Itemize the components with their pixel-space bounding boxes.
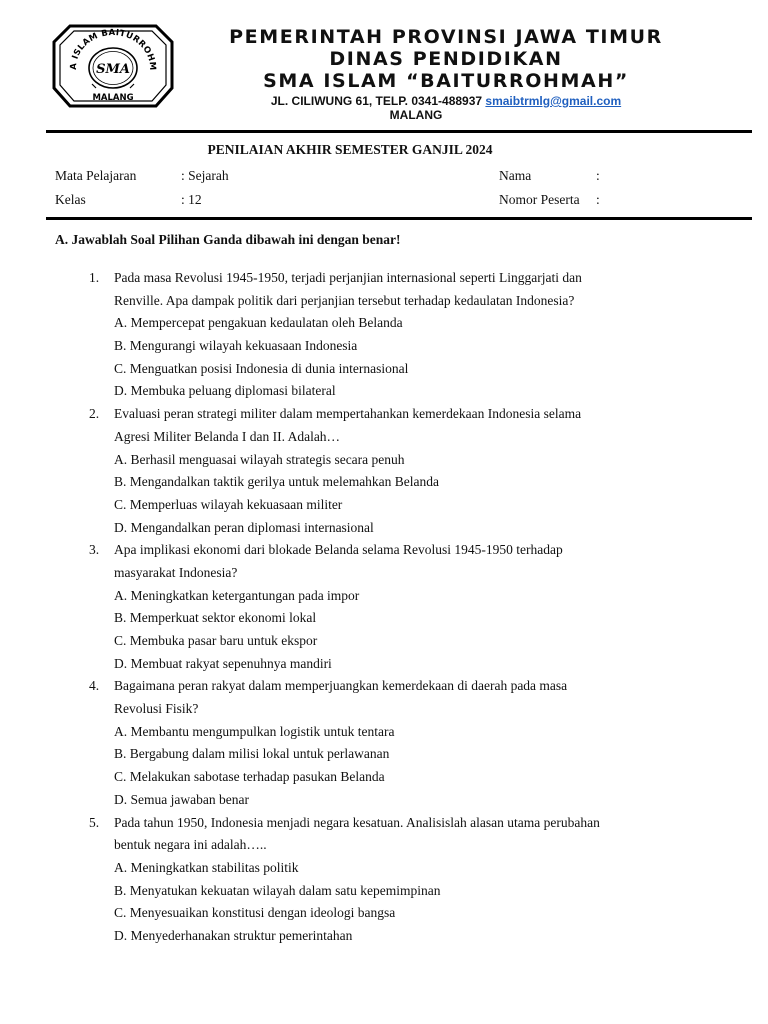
answer-option[interactable] [0, 380, 768, 403]
answer-option[interactable] [0, 517, 768, 540]
answer-option[interactable] [0, 857, 768, 880]
question-line [0, 290, 768, 313]
question-number: 1. [89, 270, 100, 285]
answer-option-text: A. Meningkatkan stabilitas politik [114, 859, 299, 875]
question-line [0, 562, 768, 585]
question-text: masyarakat Indonesia? [114, 564, 238, 580]
answer-option-text: A. Meningkatkan ketergantungan pada impor [114, 587, 360, 603]
answer-option[interactable] [0, 312, 768, 335]
answer-option[interactable] [0, 789, 768, 812]
question-line [0, 812, 768, 835]
school-logo [50, 18, 176, 112]
question-text: Revolusi Fisik? [114, 701, 199, 717]
question-number: 2. [89, 406, 100, 422]
question-text: bentuk negara ini adalah….. [114, 837, 267, 853]
answer-option[interactable] [0, 449, 768, 472]
question-text: Pada masa Revolusi 1945-1950, terjadi perjanjian internasional seperti Linggarjati dan [114, 270, 582, 285]
question-number: 5. [89, 814, 100, 830]
answer-option[interactable] [0, 494, 768, 517]
participant-number-value: : [596, 192, 600, 207]
answer-option[interactable] [0, 743, 768, 766]
subject-value: : Sejarah [181, 168, 229, 183]
exam-title: PENILAIAN AKHIR SEMESTER GANJIL 2024 [207, 142, 493, 157]
answer-option[interactable] [0, 880, 768, 903]
question-line [0, 675, 768, 698]
question-text: Bagaimana peran rakyat dalam memperjuangkan kemerdekaan di daerah pada masa [114, 678, 568, 694]
answer-option-text: C. Membuka pasar baru untuk ekspor [114, 633, 318, 648]
question-text: Pada tahun 1950, Indonesia menjadi negara kesatuan. Analisislah alasan utama perubahan [114, 814, 600, 830]
answer-option-text: D. Membuka peluang diplomasi bilateral [114, 383, 336, 399]
question-line [0, 403, 768, 426]
subject-label: Mata Pelajaran [55, 168, 137, 183]
answer-option-text: D. Mengandalkan peran diplomasi internasional [114, 519, 374, 535]
answer-option-text: D. Membuat rakyat sepenuhnya mandiri [114, 655, 332, 671]
answer-option[interactable] [0, 358, 768, 381]
question-line [0, 539, 768, 562]
answer-option-text: B. Menyatukan kekuatan wilayah dalam satu kepemimpinan [114, 882, 441, 898]
answer-option[interactable] [0, 653, 768, 676]
logo-ring-top-text: A ISLAM BAITURROHM [68, 27, 158, 71]
answer-option[interactable] [0, 721, 768, 744]
info-divider [46, 217, 752, 220]
class-label: Kelas [55, 192, 86, 207]
letterhead-province: PEMERINTAH PROVINSI JAWA TIMUR [229, 26, 663, 48]
answer-option-text: C. Menyesuaikan konstitusi dengan ideologi bangsa [114, 905, 396, 921]
participant-number-label: Nomor Peserta [499, 192, 580, 207]
section-heading: A. Jawablah Soal Pilihan Ganda dibawah ini dengan benar! [55, 232, 401, 247]
question-list [0, 267, 768, 948]
student-name-value: : [596, 168, 600, 183]
answer-option-text: C. Memperluas wilayah kekuasaan militer [114, 496, 343, 512]
answer-option-text: A. Berhasil menguasai wilayah strategis secara penuh [114, 451, 405, 467]
letterhead-address-line [186, 94, 706, 108]
letterhead-city: MALANG [389, 108, 443, 122]
answer-option-text: A. Mempercepat pengakuan kedaulatan oleh Belanda [114, 315, 403, 331]
question-number: 4. [89, 678, 100, 694]
answer-option-text: D. Menyederhanakan struktur pemerintahan [114, 927, 353, 943]
answer-option-text: D. Semua jawaban benar [114, 791, 249, 807]
question-line [0, 698, 768, 721]
question-text: Evaluasi peran strategi militer dalam mempertahankan kemerdekaan Indonesia selama [114, 406, 582, 422]
answer-option[interactable] [0, 766, 768, 789]
letterhead-email-link[interactable]: smaibtrmlg@gmail.com [485, 94, 622, 108]
class-value: : 12 [181, 192, 202, 207]
question-line [0, 426, 768, 449]
letterhead-address: JL. CILIWUNG 61, TELP. 0341-488937 [270, 94, 483, 108]
question-text: Agresi Militer Belanda I dan II. Adalah… [114, 428, 341, 444]
answer-option[interactable] [0, 925, 768, 948]
answer-option[interactable] [0, 335, 768, 358]
question-number: 3. [89, 542, 100, 558]
logo-bottom-text: MALANG [92, 93, 134, 103]
answer-option-text: C. Menguatkan posisi Indonesia di dunia internasional [114, 360, 409, 376]
question-text: Apa implikasi ekonomi dari blokade Belanda selama Revolusi 1945-1950 terhadap [114, 542, 563, 558]
answer-option[interactable] [0, 630, 768, 653]
logo-center-text: SMA [96, 62, 130, 77]
question-line [0, 834, 768, 857]
answer-option-text: A. Membantu mengumpulkan logistik untuk tentara [114, 723, 395, 739]
letterhead-school-name: SMA ISLAM “BAITURROHMAH” [263, 70, 629, 92]
answer-option-text: C. Melakukan sabotase terhadap pasukan Belanda [114, 769, 385, 785]
letterhead-department: DINAS PENDIDIKAN [329, 48, 563, 70]
letterhead-divider [46, 130, 752, 133]
answer-option[interactable] [0, 607, 768, 630]
answer-option-text: B. Mengandalkan taktik gerilya untuk melemahkan Belanda [114, 474, 440, 490]
school-emblem-icon [50, 18, 176, 112]
question-line [0, 267, 768, 290]
answer-option[interactable] [0, 585, 768, 608]
answer-option[interactable] [0, 471, 768, 494]
answer-option[interactable] [0, 902, 768, 925]
answer-option-text: B. Bergabung dalam milisi lokal untuk perlawanan [114, 746, 390, 762]
answer-option-text: B. Mengurangi wilayah kekuasaan Indonesia [114, 338, 358, 354]
student-name-label: Nama [499, 168, 532, 183]
answer-option-text: B. Memperkuat sektor ekonomi lokal [114, 610, 317, 626]
question-text: Renville. Apa dampak politik dari perjanjian tersebut terhadap kedaulatan Indonesia? [114, 292, 575, 308]
